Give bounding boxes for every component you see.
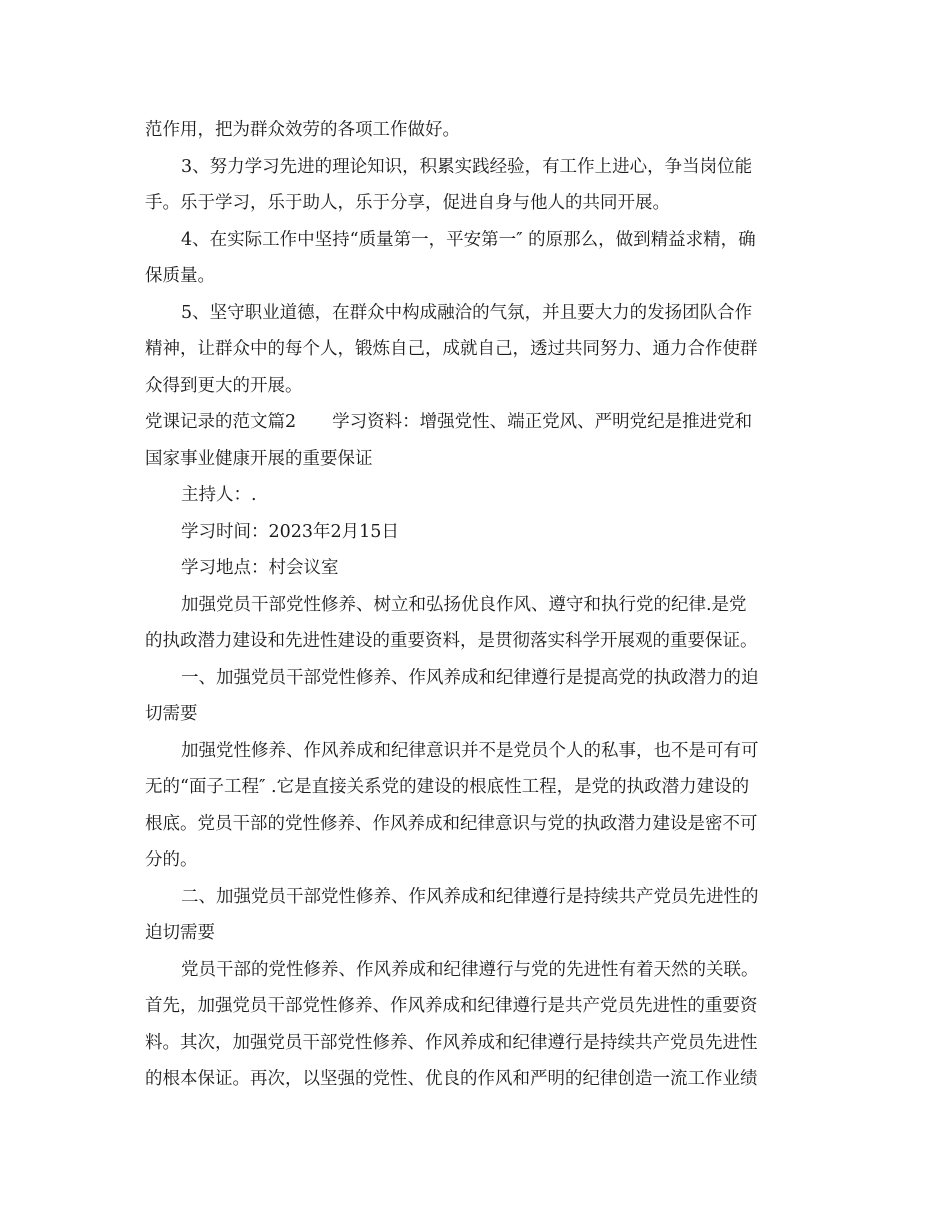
list-item-4-line: 4、在实际工作中坚持“质量第一，平安第一″ 的原那么，做到精益求精，确 bbox=[181, 229, 756, 250]
paragraph-line: 首先，加强党员干部党性修养、作风养成和纪律遵行是共产党员先进性的重要资 bbox=[145, 996, 758, 1016]
paragraph-line: 范作用，把为群众效劳的各项工作做好。 bbox=[145, 120, 460, 140]
paragraph-line: 加强党员干部党性修养、树立和弘扬优良作风、遵守和执行党的纪律.是党 bbox=[181, 594, 747, 615]
list-item-5-line: 5、坚守职业道德，在群众中构成融洽的气氛，并且要大力的发扬团队合作 bbox=[181, 302, 753, 323]
paragraph-line: 党员干部的党性修养、作风养成和纪律遵行与党的先进性有着天然的关联。 bbox=[181, 959, 759, 980]
paragraph-line: 根底。党员干部的党性修养、作风养成和纪律意识与党的执政潜力建设是密不可 bbox=[145, 813, 758, 834]
study-location-line: 学习地点：村会议室 bbox=[181, 558, 339, 578]
paragraph-line: 加强党性修养、作风养成和纪律意识并不是党员个人的私事，也不是可有可 bbox=[181, 740, 759, 761]
study-time-line: 学习时间：2023年2月15日 bbox=[181, 521, 399, 542]
list-item-3-line: 手。乐于学习，乐于助人，乐于分享，促进自身与他人的共同开展。 bbox=[145, 193, 670, 213]
paragraph-line: 分的。 bbox=[145, 850, 198, 870]
list-item-4-line: 保质量。 bbox=[145, 266, 215, 286]
host-line: 主持人：. bbox=[181, 485, 257, 505]
document-body bbox=[145, 112, 800, 1098]
list-item-3-line: 3、努力学习先进的理论知识，积累实践经验，有工作上进心，争当岗位能 bbox=[181, 156, 753, 177]
paragraph-line: 的根本保证。再次，以坚强的党性、优良的作风和严明的纪律创造一流工作业绩 bbox=[145, 1069, 758, 1089]
subheading-one-line: 切需要 bbox=[145, 704, 198, 724]
list-item-5-line: 精神，让群众中的每个人，锻炼自己，成就自己，透过共同努力、通力合作使群 bbox=[145, 339, 758, 359]
subheading-two-line: 二、加强党员干部党性修养、作风养成和纪律遵行是持续共产党员先进性的 bbox=[181, 886, 759, 907]
list-item-5-line: 众得到更大的开展。 bbox=[145, 375, 303, 396]
paragraph-line: 无的“面子工程″ .它是直接关系党的建设的根底性工程，是党的执政潜力建设的 bbox=[145, 777, 750, 797]
paragraph-line: 料。其次，加强党员干部党性修养、作风养成和纪律遵行是持续共产党员先进性 bbox=[145, 1032, 758, 1053]
subheading-one-line: 一、加强党员干部党性修养、作风养成和纪律遵行是提高党的执政潜力的迫 bbox=[181, 667, 759, 688]
subheading-two-line: 迫切需要 bbox=[145, 923, 215, 943]
section-title: 党课记录的范文篇2 bbox=[145, 412, 297, 432]
study-material-text: 学习资料：增强党性、端正党风、严明党纪是推进党和 bbox=[332, 412, 753, 432]
section-heading-line: 国家事业健康开展的重要保证 bbox=[145, 448, 373, 469]
section-heading-line bbox=[145, 404, 800, 441]
paragraph-line: 的执政潜力建设和先进性建设的重要资料，是贯彻落实科学开展观的重要保证。 bbox=[145, 631, 758, 651]
